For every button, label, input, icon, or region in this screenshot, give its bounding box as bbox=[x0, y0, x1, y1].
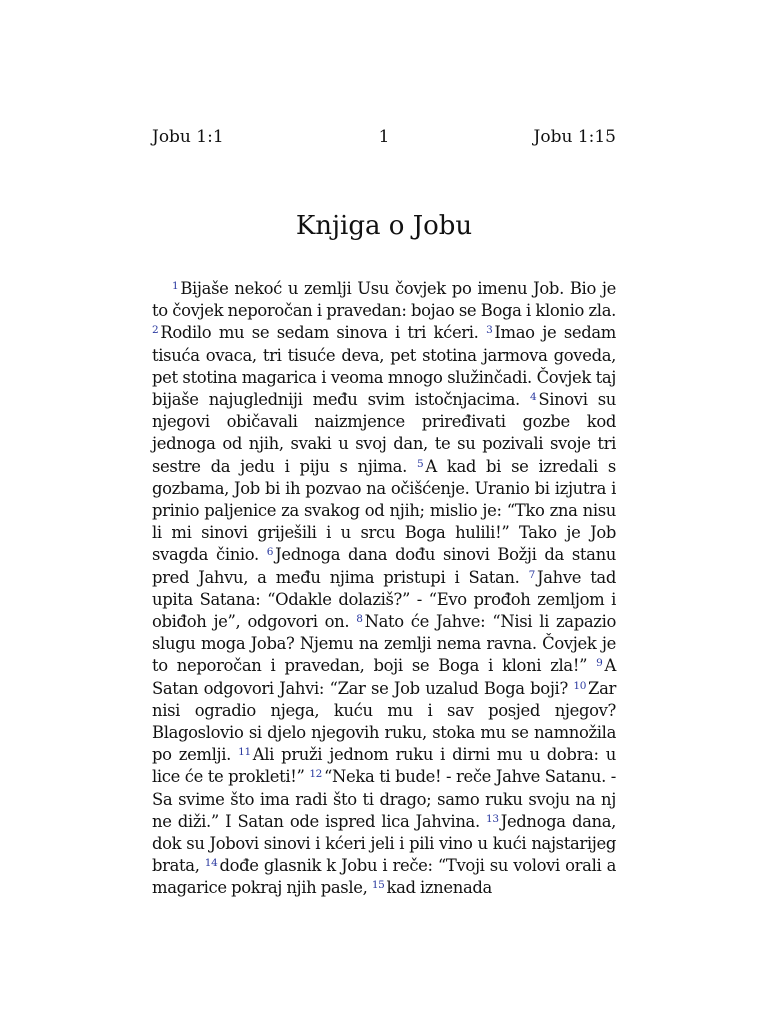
verse-number: 9 bbox=[596, 657, 603, 670]
verse-number: 7 bbox=[528, 568, 535, 581]
verse-text: Nato će Jahve: “Nisi li zapazio slugu moga Joba? Njemu na zemlji nema ravna. Čovjek je to neporočan i pravedan, boji se Boga i kloni zla!” bbox=[152, 612, 616, 676]
verse-number: 4 bbox=[529, 391, 537, 404]
verse-text: “Neka ti bude! - reče Jahve Satanu. - Sa svime što ima radi što ti drago; samo ruku svoju na nj ne diži.” I Satan ode ispred lica Jahvina. bbox=[152, 767, 616, 831]
verse-number: 10 bbox=[573, 679, 587, 692]
verse-text: A kad bi se izredali s gozbama, Job bi ih pozvao na očišćenje. Uranio bi izjutra i prinio paljenice za svakog od njih; mislio je: “Tko zna nisu li mi sinovi griješili i u srcu Boga hulili!” Tako je Job svagda činio. bbox=[152, 456, 616, 565]
verse bbox=[372, 878, 492, 897]
running-header bbox=[152, 124, 616, 150]
verse bbox=[152, 279, 616, 320]
verse-text: Jednoga dana dođu sinovi Božji da stanu pred Jahvu, a među njima pristupi i Satan. bbox=[152, 545, 616, 587]
verse-text: dođe glasnik k Jobu i reče: “Tvoji su volovi orali a magarice pokraj njih pasle, bbox=[152, 856, 616, 898]
verse-text: Sinovi su njegovi običavali naizmjence priređivati gozbe kod jednoga od njih, svaki u svoj dan, te su pozivali svoje tri sestre da jedu i piju s njima. bbox=[152, 390, 616, 476]
verse-text: Bijaše nekoć u zemlji Usu čovjek po imenu Job. Bio je to čovjek neporočan i pravedan: bojao se Boga i klonio zla. bbox=[152, 279, 616, 321]
chapter-text bbox=[152, 278, 616, 900]
verse-number: 3 bbox=[486, 324, 493, 337]
verse-number: 15 bbox=[371, 879, 385, 892]
header-first-reference: Jobu 1:1 bbox=[152, 127, 224, 147]
verse-text: Rodilo mu se sedam sinova i tri kćeri. bbox=[160, 323, 487, 343]
verse-text: Imao je sedam tisuća ovaca, tri tisuće deva, pet stotina jarmova goveda, pet stotina magarica i veoma mnogo služinčadi. Čovjek taj bijaše najugledniji među svim istočnjacima. bbox=[152, 323, 616, 410]
verse-text: kad iznenada bbox=[386, 878, 492, 898]
verse-text: A Satan odgovori Jahvi: “Zar se Job uzalud Boga boji? bbox=[152, 656, 616, 698]
verse-number: 11 bbox=[238, 746, 251, 759]
book-title: Knjiga o Jobu bbox=[295, 211, 473, 241]
header-last-reference: Jobu 1:15 bbox=[533, 127, 616, 147]
verse-text: Ali pruži jednom ruku i dirni mu u dobra: u lice će te prokleti!” bbox=[152, 745, 616, 787]
verse-number: 2 bbox=[152, 324, 159, 337]
verse-number: 6 bbox=[266, 546, 274, 559]
verse-number: 8 bbox=[356, 613, 363, 626]
verse-text: Jahve tad upita Satana: “Odakle dolaziš?” - “Evo prođoh zemljom i obiđoh je”, odgovori on. bbox=[152, 567, 616, 632]
verse-number: 13 bbox=[486, 812, 499, 825]
verse-number: 12 bbox=[309, 768, 323, 781]
verse-number: 5 bbox=[417, 457, 424, 470]
verse-text: Zar nisi ogradio njega, kuću mu i sav posjed njegov? Blagoslovio si djelo njegovih ruku, stoka mu se namnožila po zemlji. bbox=[152, 678, 616, 765]
verse-number: 1 bbox=[172, 280, 179, 292]
verse-text: Jednoga dana, dok su Jobovi sinovi i kćeri jeli i pili vino u kući najstarijeg brata, bbox=[152, 811, 617, 876]
verse-number: 14 bbox=[204, 857, 218, 870]
verse bbox=[152, 323, 486, 342]
page-number: 1 bbox=[378, 127, 390, 147]
